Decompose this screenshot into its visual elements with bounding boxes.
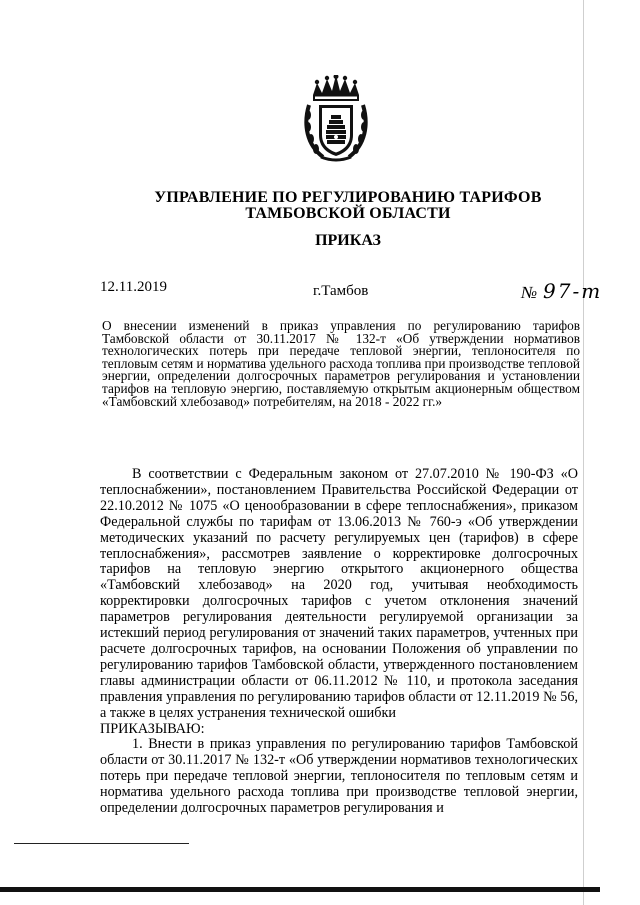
org-name-line2: ТАМБОВСКОЙ ОБЛАСТИ	[245, 205, 451, 222]
footer-separator-line	[14, 843, 189, 844]
scan-bottom-edge	[0, 887, 600, 892]
order-word: ПРИКАЗЫВАЮ:	[100, 720, 205, 737]
document-subject: О внесении изменений в приказ управления по регулированию тарифов Тамбовской области от 30.11.2017 № 132-т «Об утверждении нормативов технологических потерь при передаче тепловой энергии, теплоносителя по тепловым сетям и норматива удельного расхода топлива при производстве тепловой энергии, определении долгосрочных параметров регулирования и установлении тарифов на тепловую энергию, поставляемую открытым акционерным обществом «Тамбовский хлебозавод» потребителям, на 2018 - 2022 гг.»	[102, 318, 580, 409]
org-name-line1: УПРАВЛЕНИЕ ПО РЕГУЛИРОВАНИЮ ТАРИФОВ	[154, 189, 542, 206]
item-1-paragraph: 1. Внести в приказ управления по регулированию тарифов Тамбовской области от 30.11.2017 № 132-т «Об утверждении нормативов технологических потерь при передаче тепловой энергии, теплоносителя по тепловым сетям и норматива удельного расхода топлива при производстве тепловой энергии, определении долгосрочных параметров регулирования и	[100, 736, 578, 817]
document-date: 12.11.2019	[100, 279, 167, 295]
document-type-title: ПРИКАЗ	[315, 232, 381, 249]
preamble-paragraph: В соответствии с Федеральным законом от 27.07.2010 № 190-ФЗ «О теплоснабжении», постановлением Правительства Российской Федерации от 22.10.2012 № 1075 «О ценообразовании в сфере теплоснабжения», приказом Федеральной службы по тарифам от 13.06.2013 № 760-э «Об утверждении методических указаний по расчету регулируемых цен (тарифов) в сфере теплоснабжения», рассмотрев заявление о корректировке долгосрочных тарифов на тепловую энергию открытого акционерного общества «Тамбовский хлебозавод» на 2020 год, учитывая необходимость корректировки долгосрочных тарифов с учетом отклонения значений параметров регулирования деятельности регулируемой организации за истекший период регулирования от значений таких параметров, учтенных при расчете долгосрочных тарифов, на основании Положения об управлении по регулированию тарифов Тамбовской области, утвержденного постановлением главы администрации области от 06.11.2012 № 110, и протокола заседания правления управления по регулированию тарифов области от 12.11.2019 № 56, а также в целях устранения технической ошибки	[100, 466, 578, 721]
handwritten-number: 97-т	[543, 279, 603, 303]
document-number	[521, 279, 602, 303]
document-body	[100, 467, 578, 817]
scan-margin-line	[583, 0, 584, 905]
tambov-coat-of-arms-icon	[303, 75, 369, 163]
number-sign: №	[521, 283, 538, 302]
document-city: г.Тамбов	[313, 283, 369, 299]
